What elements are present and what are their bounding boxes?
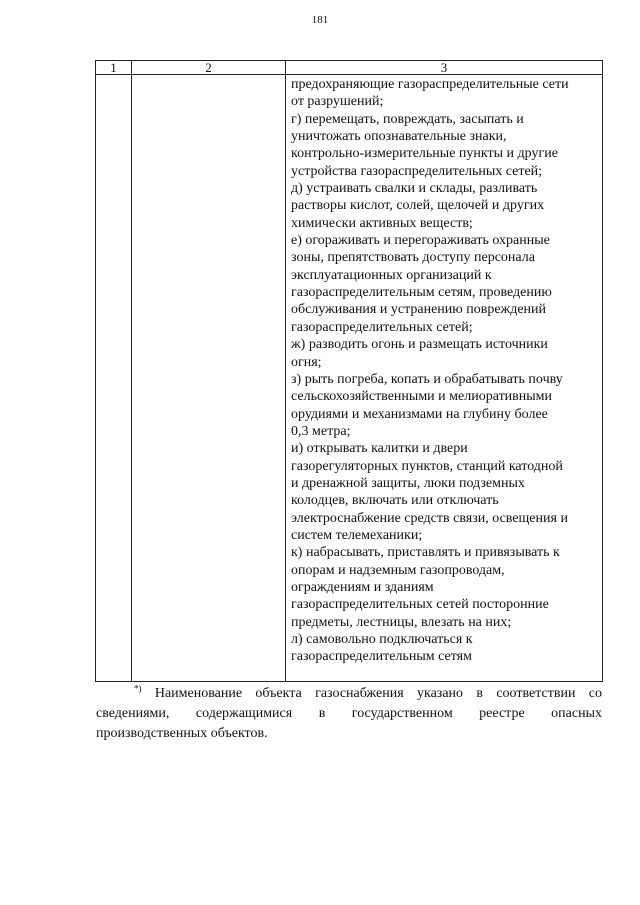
text-line: опорам и надземным газопроводам, (291, 562, 505, 578)
cell-column-3 (286, 75, 603, 682)
text-line: г) перемещать, повреждать, засыпать и (291, 111, 524, 127)
text-line: ограждениям и зданиям (291, 579, 434, 595)
text-line: устройства газораспределительных сетей; (291, 163, 543, 179)
text-line: от разрушений; (291, 94, 384, 110)
text-line: газораспределительных сетей посторонние (291, 597, 549, 613)
text-line: з) рыть погреба, копать и обрабатывать почву (291, 371, 563, 387)
text-line: газораспределительным сетям (291, 649, 472, 665)
footnote (96, 684, 602, 744)
text-line: уничтожать опознавательные знаки, (291, 129, 507, 145)
cell-column-2 (132, 75, 286, 682)
text-line: сельскохозяйственными и мелиоративными (291, 389, 553, 405)
text-line: 0,3 метра; (291, 423, 351, 439)
text-line: д) устраивать свалки и склады, разливать (291, 181, 538, 197)
text-line: орудиями и механизмами на глубину более (291, 406, 548, 422)
text-line: газорегуляторных пунктов, станций катодной (291, 458, 563, 474)
text-line: предохраняющие газораспределительные сети (291, 77, 569, 92)
text-line: систем телемеханики; (291, 527, 423, 543)
cell-column-1 (96, 75, 132, 682)
text-line: л) самовольно подключаться к (291, 632, 473, 647)
page-number: 181 (311, 14, 329, 26)
text-line: огня; (291, 354, 322, 370)
text-line: химически активных веществ; (291, 215, 473, 231)
table-header-row (96, 61, 603, 75)
column-header-2: 2 (132, 61, 286, 75)
text-line: обслуживания и устранению повреждений (291, 302, 547, 318)
text-line: и) открывать калитки и двери (291, 441, 468, 457)
text-line: зоны, препятствовать доступу персонала (291, 250, 535, 266)
column-header-3: 3 (286, 61, 603, 75)
column-header-1: 1 (96, 61, 132, 75)
text-line: электроснабжение средств связи, освещения и (291, 510, 568, 526)
footnote-line: производственных объектов. (96, 726, 268, 741)
text-line: е) огораживать и перегораживать охранные (291, 233, 550, 249)
text-line: к) набрасывать, приставлять и привязывать к (291, 545, 560, 561)
footnote-line (96, 684, 602, 704)
text-line: газораспределительным сетям, проведению (291, 285, 552, 301)
text-line: растворы кислот, солей, щелочей и других (291, 198, 545, 214)
footnote-line: сведениями, содержащимися в государственном реестре опасных (96, 706, 602, 721)
content-table (95, 60, 603, 682)
text-line: и дренажной защиты, люки подземных (291, 475, 525, 491)
text-line: контрольно-измерительные пункты и другие (291, 146, 558, 162)
footnote-marker: *) (134, 683, 142, 694)
footnote-text: Наименование объекта газоснабжения указано в соответствии со (154, 686, 602, 701)
text-line: колодцев, включать или отключать (291, 493, 499, 509)
text-line: эксплуатационных организаций к (291, 267, 492, 283)
text-line: ж) разводить огонь и размещать источники (291, 337, 548, 353)
table-row (96, 75, 603, 682)
text-line: предметы, лестницы, влезать на них; (291, 614, 512, 630)
text-line: газораспределительных сетей; (291, 319, 473, 335)
